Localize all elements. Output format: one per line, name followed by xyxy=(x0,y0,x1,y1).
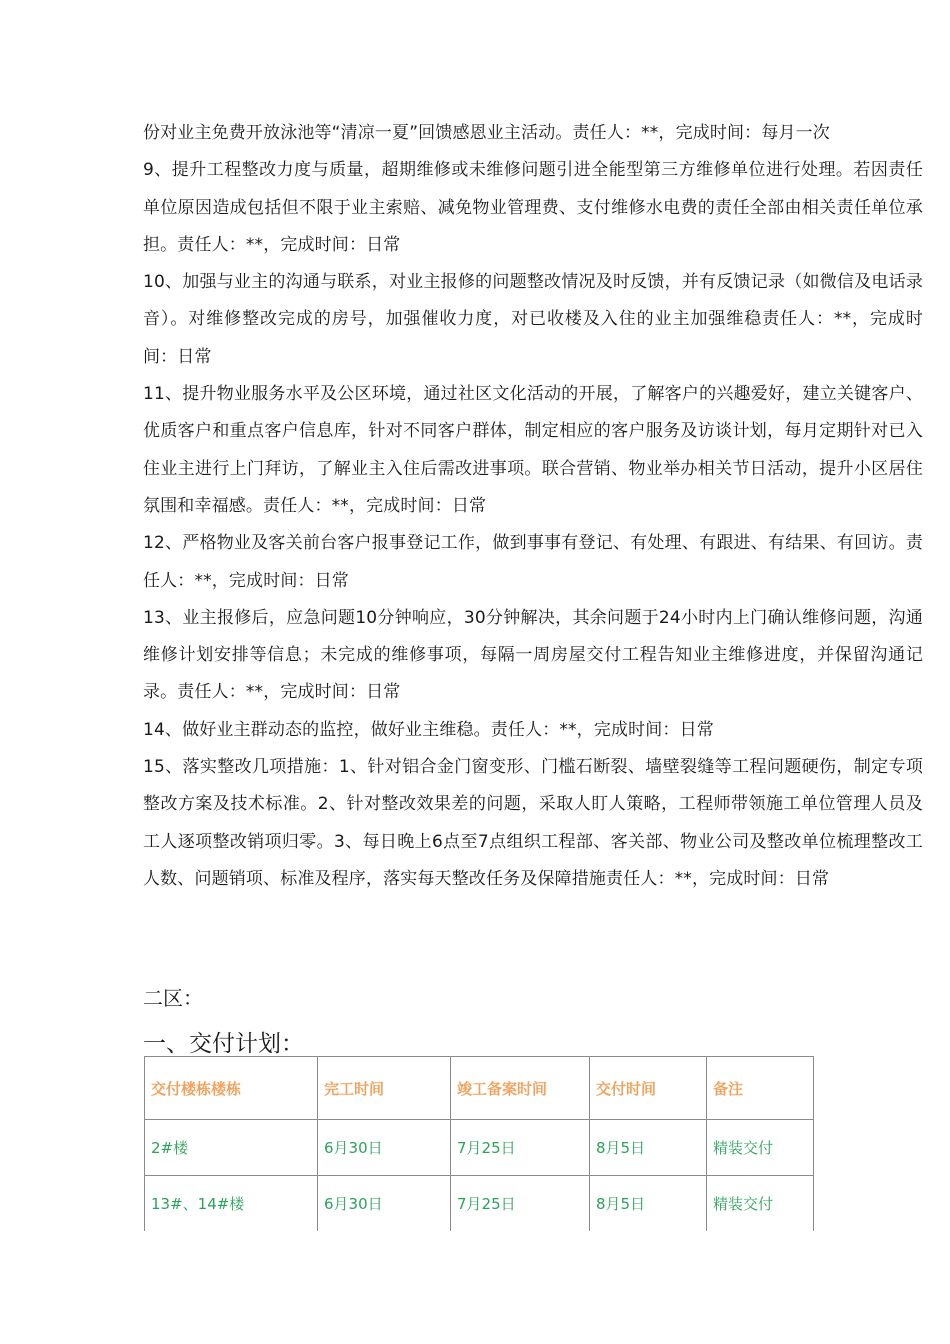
table-cell: 精装交付 xyxy=(707,1120,814,1176)
body-text xyxy=(143,115,923,898)
table-cell: 13#、14#楼 xyxy=(145,1176,318,1232)
plan-heading: 一、交付计划： xyxy=(143,1031,304,1057)
paragraph-item-10: 10、加强与业主的沟通与联系，对业主报修的问题整改情况及时反馈，并有反馈记录（如微信及电话录音）。对维修整改完成的房号，加强催收力度，对已收楼及入住的业主加强维稳责任人：**，完成时间：日常 xyxy=(143,272,923,367)
table-header-cell: 备注 xyxy=(707,1057,814,1120)
table-cell: 7月25日 xyxy=(451,1120,590,1176)
table-row xyxy=(145,1120,814,1176)
table-cell: 6月30日 xyxy=(318,1176,451,1232)
table-header-cell: 完工时间 xyxy=(318,1057,451,1120)
table-row xyxy=(145,1176,814,1232)
table-cell: 8月5日 xyxy=(590,1120,707,1176)
paragraph-item-11: 11、提升物业服务水平及公区环境，通过社区文化活动的开展，了解客户的兴趣爱好，建立关键客户、优质客户和重点客户信息库，针对不同客户群体，制定相应的客户服务及访谈计划，每月定期针对已入住业主进行上门拜访，了解业主入住后需改进事项。联合营销、物业举办相关节日活动，提升小区居住氛围和幸福感。责任人：**，完成时间：日常 xyxy=(143,384,923,516)
paragraph-item-15: 15、落实整改几项措施：1、针对铝合金门窗变形、门槛石断裂、墙壁裂缝等工程问题硬伤，制定专项整改方案及技术标准。2、针对整改效果差的问题，采取人盯人策略，工程师带领施工单位管理人员及工人逐项整改销项归零。3、每日晚上6点至7点组织工程部、客关部、物业公司及整改单位梳理整改工人数、问题销项、标准及程序，落实每天整改任务及保障措施责任人：**，完成时间：日常 xyxy=(143,757,923,889)
paragraph-item-9: 9、提升工程整改力度与质量，超期维修或未维修问题引进全能型第三方维修单位进行处理。若因责任单位原因造成包括但不限于业主索赔、减免物业管理费、支付维修水电费的责任全部由相关责任单位承担。责任人：**，完成时间：日常 xyxy=(143,160,923,255)
table-header-row xyxy=(145,1057,814,1120)
table-header-cell: 竣工备案时间 xyxy=(451,1057,590,1120)
table-cell: 7月25日 xyxy=(451,1176,590,1232)
table-header-cell: 交付时间 xyxy=(590,1057,707,1120)
table-header-cell: 交付楼栋楼栋 xyxy=(145,1057,318,1120)
paragraph-item-14: 14、做好业主群动态的监控，做好业主维稳。责任人：**，完成时间：日常 xyxy=(143,719,714,740)
table-cell: 2#楼 xyxy=(145,1120,318,1176)
section-label: 二区： xyxy=(143,986,203,1010)
delivery-plan-table xyxy=(144,1056,814,1231)
table-cell: 精装交付 xyxy=(707,1176,814,1232)
table-cell: 6月30日 xyxy=(318,1120,451,1176)
paragraph-item-13: 13、业主报修后，应急问题10分钟响应，30分钟解决，其余问题于24小时内上门确认维修问题，沟通维修计划安排等信息；未完成的维修事项，每隔一周房屋交付工程告知业主维修进度，并保留沟通记录。责任人：**，完成时间：日常 xyxy=(143,607,923,703)
paragraph-item-12: 12、严格物业及客关前台客户报事登记工作，做到事事有登记、有处理、有跟进、有结果、有回访。责任人：**，完成时间：日常 xyxy=(143,533,923,591)
paragraph-continuation: 份对业主免费开放泳池等“清凉一夏”回馈感恩业主活动。责任人：**，完成时间：每月一次 xyxy=(143,123,830,143)
table-cell: 8月5日 xyxy=(590,1176,707,1232)
